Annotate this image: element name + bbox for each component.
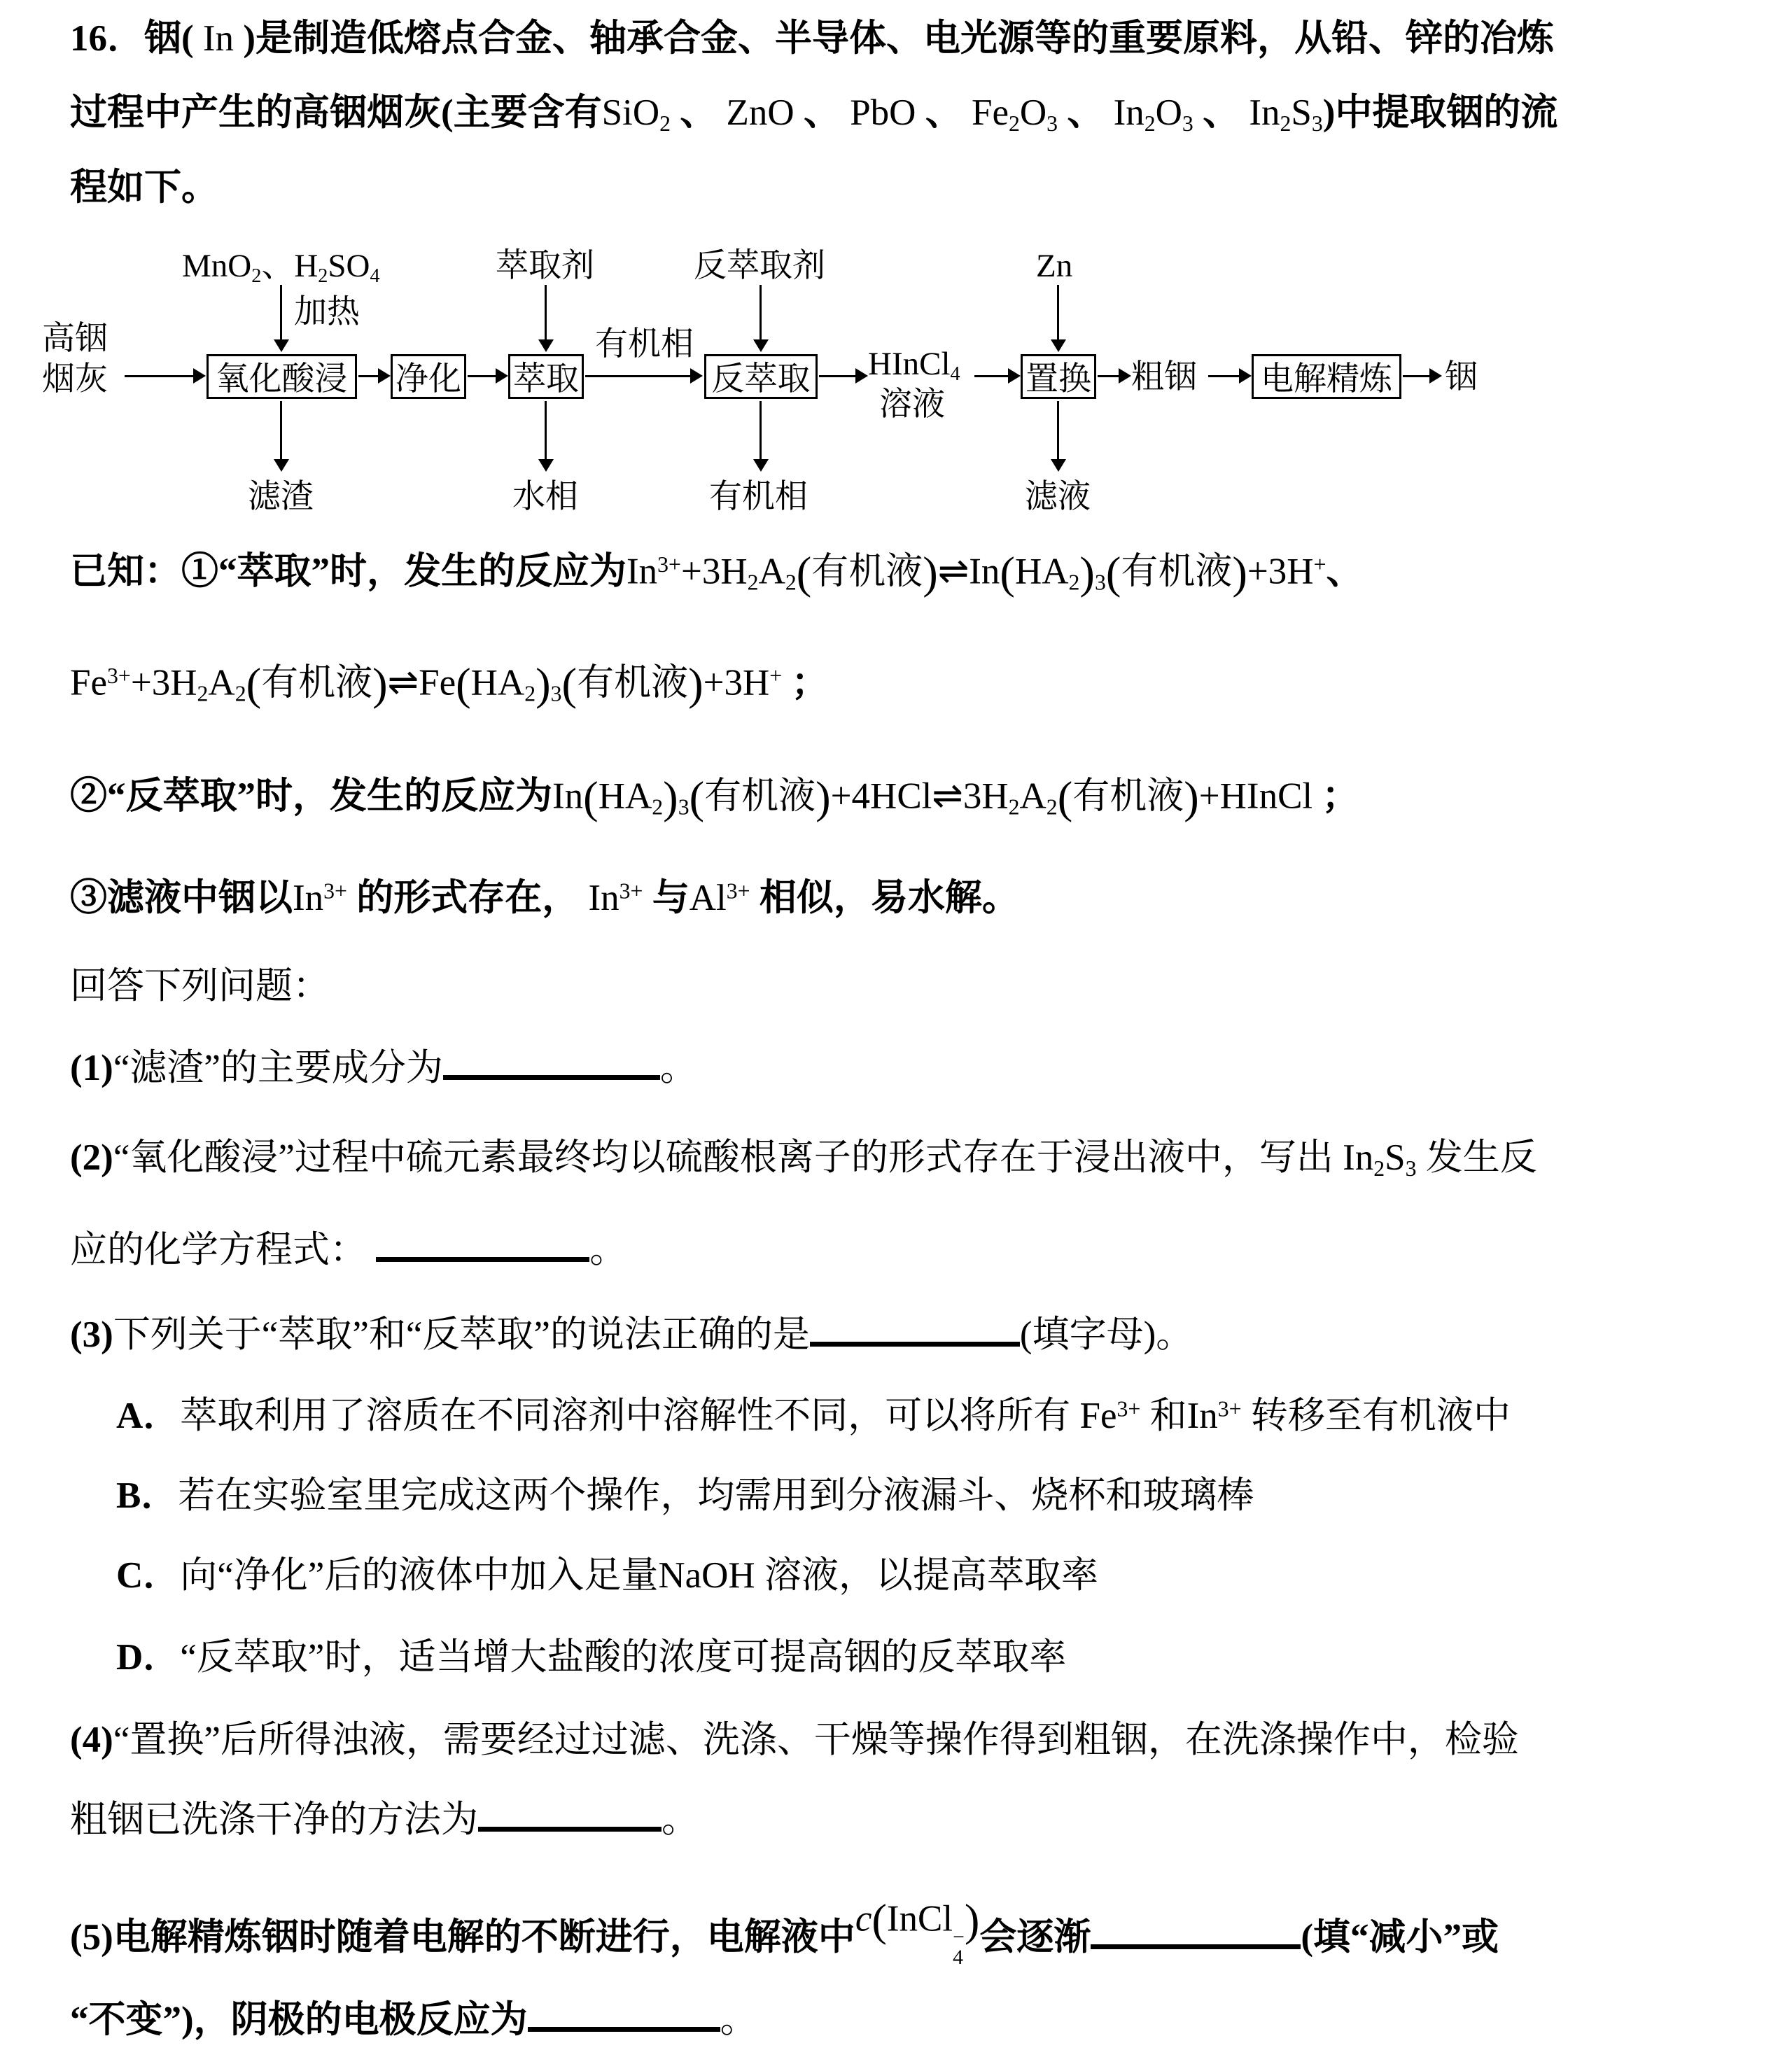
incl4-concentration-formula: c(InCl − 4 ) [855,1895,980,1969]
flow-box-back-extract: 反萃取 [704,354,818,399]
flow-box-purify: 净化 [391,354,466,399]
right-arrow-icon [1403,375,1431,377]
flow-label-zn: Zn [1036,247,1073,284]
flow-box-extract: 萃取 [508,354,584,399]
question-2-line-1: (2)“氧化酸浸”过程中硫元素最终均以硫酸根离子的形式存在于浸出液中，写出 $In_2S_3$ 发生反 [70,1137,1537,1181]
flow-label-oxidant: MnO$_2$、$H_2SO_4$ [182,247,380,287]
question-5-line-2: “不变”)，阴极的电极反应为 。 [70,1995,1764,2043]
right-arrow-icon [974,375,1009,377]
flow-label-organic-phase-top: 有机相 [595,325,694,363]
known-info-line-1: 已知：①“萃取”时，发生的反应为$In^{3+}+3H_2A_2$(有机液)$\rightleftharpoons In(HA_2)_3$(有机液)+3H+、 [70,547,1364,598]
question-1: (1)“滤渣”的主要成分为 。 [70,1044,1764,1091]
flow-label-residue: 滤渣 [248,478,314,515]
option-a: A．萃取利用了溶质在不同溶剂中溶解性不同，可以将所有 $Fe^{3+}$ 和$In^{3+}$ 转移至有机液中 [116,1395,1511,1436]
down-arrow-icon [760,285,762,341]
answer-prompt: 回答下列问题： [70,966,330,1007]
down-arrow-icon [760,401,762,461]
process-flowchart [42,240,1582,524]
down-arrow-icon [280,401,282,461]
right-arrow-icon [819,375,857,377]
flow-box-replace: 置换 [1021,354,1096,399]
question-3: (3)下列关于“萃取”和“反萃取”的说法正确的是 (填字母)。 [70,1310,1764,1358]
flow-label-crude-indium: 粗铟 [1131,358,1197,395]
flow-label-aqueous-phase: 水相 [512,478,578,515]
flow-box-refine: 电解精炼 [1252,354,1401,399]
flow-label-extractant: 萃取剂 [496,247,594,284]
question-stem-line-2: 过程中产生的高铟烟灰(主要含有SiO$_2$ 、 ZnO 、 PbO 、 $Fe_2O_3$ 、 $In_2O_3$ 、 $In_2S_3$)中提取铟的流 [70,92,1558,136]
right-arrow-icon [1098,375,1120,377]
option-d: D．“反萃取”时，适当增大盐酸的浓度可提高铟的反萃取率 [116,1636,1067,1678]
known-info-line-3: ②“反萃取”时，发生的反应为$In(HA_2)_3$(有机液)$+4HCl\rightleftharpoons 3H_2A_2$(有机液)+HInCl ； [70,772,1359,823]
down-arrow-icon [545,285,547,341]
question-2-line-2: 应的化学方程式： 。 [70,1226,1764,1273]
flow-label-heat: 加热 [294,293,360,330]
question-stem-line-3: 程如下。 [70,167,218,208]
right-arrow-icon [358,375,379,377]
question-4-line-1: (4)“置换”后所得浊液，需要经过过滤、洗涤、干燥等操作得到粗铟，在洗涤操作中，检验 [70,1719,1519,1760]
flow-label-filtrate: 滤液 [1025,478,1091,515]
down-arrow-icon [545,401,547,461]
right-arrow-icon [585,375,692,377]
known-info-line-2: $Fe^{3+}+3H_2A_2$(有机液)$\rightleftharpoons Fe(HA_2)_3$(有机液)+3H+ ； [70,658,829,709]
right-arrow-icon [125,375,195,377]
right-arrow-icon [468,375,497,377]
down-arrow-icon [1057,401,1059,461]
known-info-line-4: ③滤液中铟以$In^{3+}$ 的形式存在， $In^{3+}$ 与$Al^{3+}$ 相似，易水解。 [70,878,1019,919]
right-arrow-icon [1208,375,1240,377]
flow-label-indium-product: 铟 [1445,358,1478,395]
flow-label-back-extractant: 反萃取剂 [694,247,825,284]
option-b: B．若在实验室里完成这两个操作，均需用到分液漏斗、烧杯和玻璃棒 [116,1475,1254,1517]
question-5-line-1: (5)电解精炼铟时随着电解的不断进行，电解液中c(InCl − 4 )会逐渐 (填“减小”或 [70,1892,1764,1967]
question-stem-line-1: 16．铟( In )是制造低熔点合金、轴承合金、半导体、电光源等的重要原料，从铅、锌的冶炼 [70,18,1554,59]
flow-label-organic-phase-bottom: 有机相 [709,478,808,515]
flow-label-hincl-solution: HInCl$_4$ 溶液 [868,345,960,423]
flow-source-label: 高铟 烟灰 [42,320,108,398]
down-arrow-icon [280,285,282,341]
question-4-line-2: 粗铟已洗涤干净的方法为 。 [70,1795,1764,1843]
option-c: C．向“净化”后的液体中加入足量NaOH 溶液，以提高萃取率 [116,1555,1098,1596]
flow-box-oxidize: 氧化酸浸 [206,354,357,399]
down-arrow-icon [1057,285,1059,341]
